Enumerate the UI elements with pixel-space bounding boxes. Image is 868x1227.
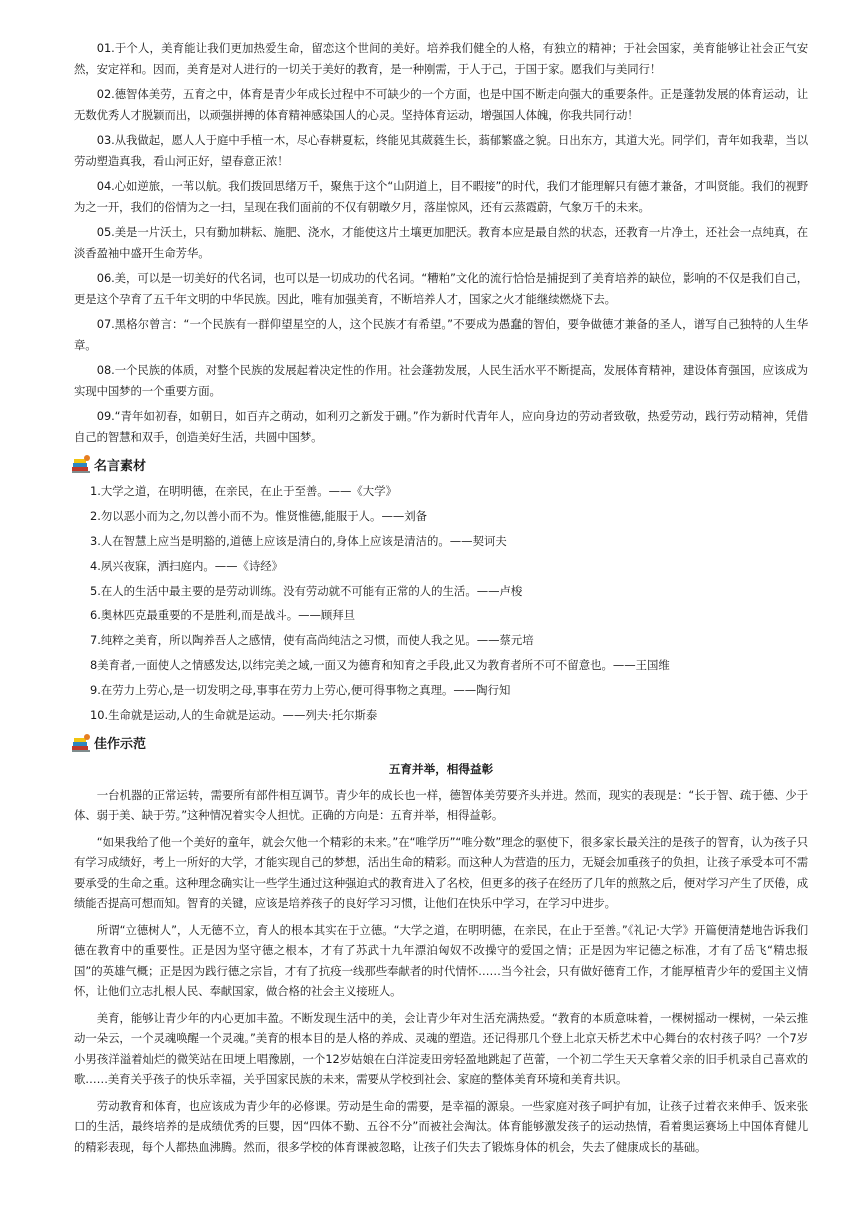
list-item: 04.心如逆旅，一苇以航。我们拨回思绪万千，聚焦于这个“山阴道上，目不暇接”的时代，我们才能理解只有德才兼备，才叫贤能。我们的视野为之一开，我们的俗情为之一扫，呈现在我们面前的不仅有朝暾夕月，落崖惊风，还有云蒸霞蔚，气象万千的未来。 bbox=[74, 179, 808, 214]
list-item: 01.于个人，美育能让我们更加热爱生命，留恋这个世间的美好。培养我们健全的人格，有独立的精神；于社会国家，美育能够让社会正气安然，安定祥和。因而，美育是对人进行的一切关于美好的教育，是一种刚需，于人于己，于国于家。愿我们与美同行！ bbox=[74, 41, 808, 76]
quotes-list bbox=[74, 482, 808, 724]
essay-paragraph: 美育，能够让青少年的内心更加丰盈。不断发现生活中的美，会让青少年对生活充满热爱。“教育的本质意味着，一棵树摇动一棵树，一朵云推动一朵云，一个灵魂唤醒一个灵魂。”美育的根本目的是人格的养成、灵魂的塑造。还记得那几个登上北京天桥艺术中心舞台的农村孩子吗？一个7岁小男孩洋溢着灿烂的微笑站在田埂上唱豫剧，一个12岁姑娘在白洋淀麦田旁轻盈地跳起了芭蕾，一个初二学生天天拿着父亲的旧手机录自己喜欢的歌……美育关乎孩子的快乐幸福，关乎国家民族的未来，需要从学校到社会、家庭的整体美育环境和美育共识。 bbox=[74, 1010, 808, 1087]
quote-item: 1.大学之道，在明明德，在亲民，在止于至善。——《大学》 bbox=[89, 484, 397, 498]
essay-paragraph: 一台机器的正常运转，需要所有部件相互调节。青少年的成长也一样，德智体美劳要齐头并进。然而，现实的表现是：“长于智、疏于德、少于体、弱于美、缺于劳。”这种情况着实令人担忧。正确的方向是：五育并举，相得益彰。 bbox=[74, 787, 808, 823]
essay bbox=[74, 761, 808, 1158]
quote-item: 10.生命就是运动,人的生命就是运动。——列夫·托尔斯泰 bbox=[89, 708, 378, 723]
quote-item: 7.纯粹之美育，所以陶养吾人之感情，使有高尚纯洁之习惯，而使人我之见。——蔡元培 bbox=[89, 633, 534, 648]
quotes-section-title: 名言素材 bbox=[94, 458, 147, 474]
numbered-list bbox=[74, 38, 808, 447]
quote-item: 8美育者,一面使人之情感发达,以纬完美之域,一面又为德育和知育之手段,此又为教育者所不可不留意也。——王国维 bbox=[89, 658, 670, 673]
list-item: 07.黑格尔曾言：“一个民族有一群仰望星空的人，这个民族才有希望。”不要成为愚蠢的智伯，要争做德才兼备的圣人，谱写自己独特的人生华章。 bbox=[74, 317, 808, 352]
essay-title: 五育并举，相得益彰 bbox=[388, 761, 494, 776]
list-item: 03.从我做起，愿人人于庭中手植一木，尽心春耕夏耘，终能见其葳蕤生长，蓊郁繁盛之貌。日出东方，其道大光。同学们，青年如我辈，当以劳动塑造真我，看山河正好，望春意正浓！ bbox=[74, 133, 808, 168]
quote-item: 4.夙兴夜寐，洒扫庭内。——《诗经》 bbox=[89, 558, 284, 573]
essay-paragraph: “如果我给了他一个美好的童年，就会欠他一个精彩的未来。”在“唯学历”“唯分数”理念的驱使下，很多家长最关注的是孩子的智育，认为孩子只有学习成绩好，考上一所好的大学，才能实现自己的梦想，活出生命的精彩。而这种人为营造的压力，无疑会加重孩子的负担，让孩子承受本可不需要承受的生命之重。这种理念确实让一些学生通过这种强迫式的教育进入了名校，但更多的孩子在经历了几年的煎熬之后，便对学习产生了厌倦，成绩能否提高可想而知。智育的关键，应该是培养孩子的良好学习习惯，让他们在快乐中学习，在学习中进步。 bbox=[74, 834, 808, 911]
books-icon bbox=[70, 733, 92, 753]
essay-paragraph: 所谓“立德树人”，人无德不立，育人的根本其实在于立德。“大学之道，在明明德，在亲民，在止于至善。”《礼记·大学》开篇便清楚地告诉我们德在教育中的重要性。正是因为坚守德之根本，才有了苏武十九年漂泊匈奴不改操守的爱国之情；正是因为牢记德之标准，才有了岳飞“精忠报国”的英雄气概；正是因为践行德之宗旨，才有了抗疫一线那些奉献者的时代情怀……当今社会，只有做好德育工作，才能厚植青少年的爱国主义情怀，让他们立志扎根人民、奉献国家，做合格的社会主义接班人。 bbox=[74, 922, 808, 999]
essay-section-header bbox=[70, 731, 808, 755]
quote-item: 3.人在智慧上应当是明豁的,道德上应该是清白的,身体上应该是清洁的。——契诃夫 bbox=[89, 533, 507, 548]
quote-item: 5.在人的生活中最主要的是劳动训练。没有劳动就不可能有正常的人的生活。——卢梭 bbox=[89, 583, 523, 598]
quote-item: 6.奥林匹克最重要的不是胜利,而是战斗。——顾拜旦 bbox=[89, 608, 356, 623]
list-item: 05.美是一片沃土，只有勤加耕耘、施肥、浇水，才能使这片土壤更加肥沃。教育本应是最自然的状态，还教育一片净土，还社会一点纯真，在淡香盈袖中盛开生命芳华。 bbox=[74, 225, 808, 260]
essay-paragraph: 劳动教育和体育，也应该成为青少年的必修课。劳动是生命的需要，是幸福的源泉。一些家庭对孩子呵护有加，让孩子过着衣来伸手、饭来张口的生活，最终培养的是成绩优秀的巨婴，因“四体不勤、五谷不分”而被社会淘汰。体育能够激发孩子的运动热情，看着奥运赛场上中国体育健儿的精彩表现，每个人都热血沸腾。然而，很多学校的体育课被忽略，让孩子们失去了锻炼身体的机会，失去了健康成长的基础。 bbox=[74, 1098, 808, 1154]
essay-section-title: 佳作示范 bbox=[94, 737, 147, 753]
list-item: 02.德智体美劳，五育之中，体育是青少年成长过程中不可缺少的一个方面，也是中国不断走向强大的重要条件。正是蓬勃发展的体育运动，让无数优秀人才脱颖而出，以顽强拼搏的体育精神感染国人的心灵。坚持体育运动，增强国人体魄，你我共同行动！ bbox=[74, 87, 808, 122]
list-item: 06.美，可以是一切美好的代名词，也可以是一切成功的代名词。“糟粕”文化的流行恰恰是捕捉到了美育培养的缺位，影响的不仅是我们自己，更是这个孕育了五千年文明的中华民族。因此，唯有加强美育，不断培养人才，国家之火才能继续燃烧下去。 bbox=[74, 271, 808, 306]
books-icon bbox=[70, 454, 92, 474]
list-item: 09.“青年如初春，如朝日，如百卉之萌动，如利刃之新发于硎。”作为新时代青年人，应向身边的劳动者致敬，热爱劳动，践行劳动精神，凭借自己的智慧和双手，创造美好生活，共圆中国梦。 bbox=[74, 409, 808, 444]
list-item: 08.一个民族的体质，对整个民族的发展起着决定性的作用。社会蓬勃发展，人民生活水平不断提高，发展体育精神，建设体育强国，应该成为实现中国梦的一个重要方面。 bbox=[74, 363, 808, 398]
quote-item: 2.勿以恶小而为之,勿以善小而不为。惟贤惟德,能服于人。——刘备 bbox=[89, 508, 428, 523]
quotes-section-header bbox=[70, 452, 808, 476]
quote-item: 9.在劳力上劳心,是一切发明之母,事事在劳力上劳心,便可得事物之真理。——陶行知 bbox=[89, 683, 511, 698]
